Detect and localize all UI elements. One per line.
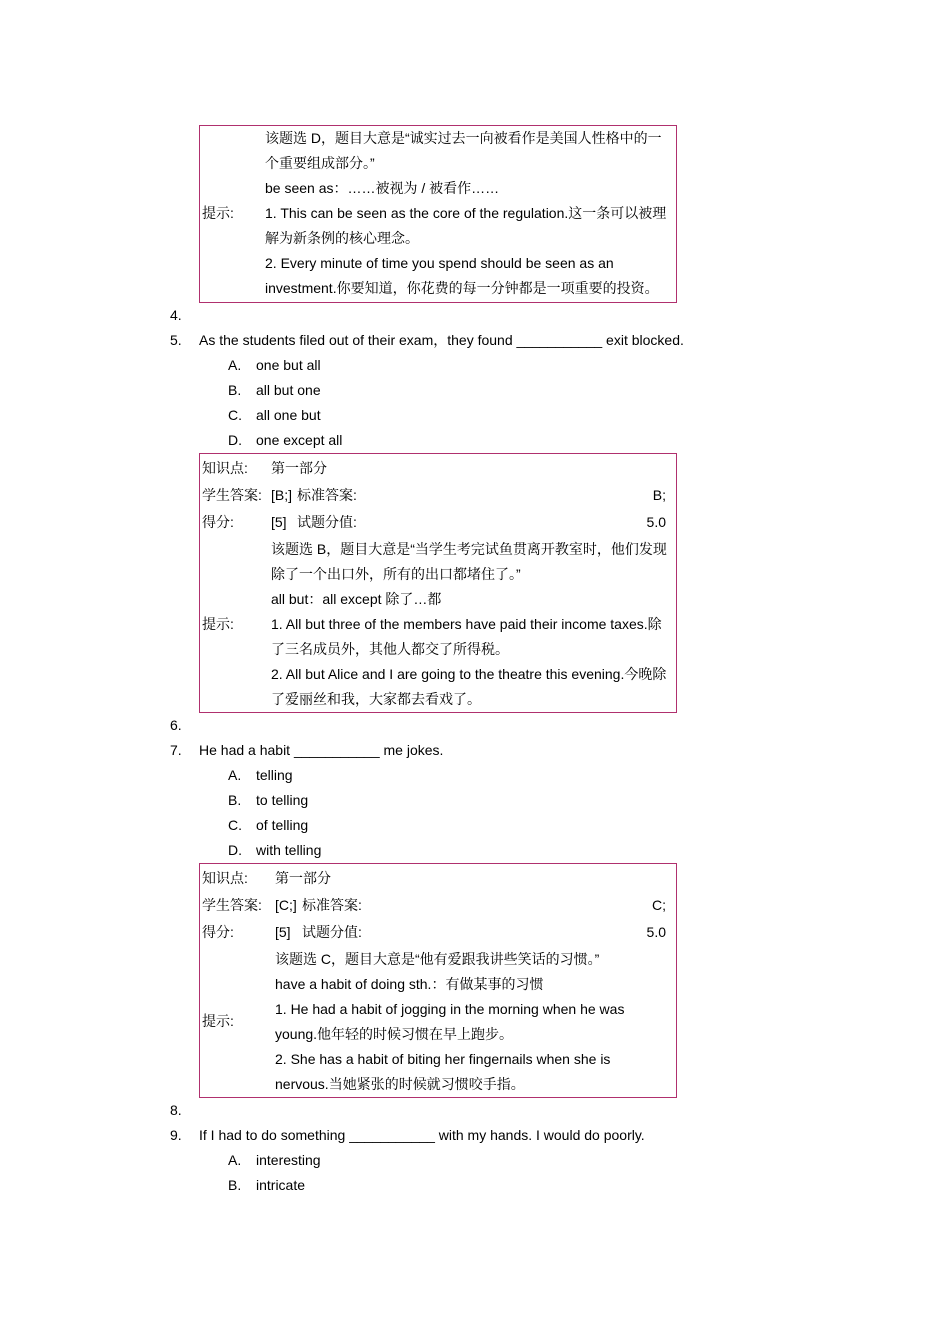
score-value: [5] <box>271 514 287 530</box>
student-answer-value: [B;] <box>271 487 293 503</box>
standard-answer-value: B; <box>652 487 666 503</box>
full-score-value: 5.0 <box>646 924 666 940</box>
hint-line: 了爱丽丝和我，大家都去看戏了。 <box>271 691 481 707</box>
knowledge-value: 第一部分 <box>271 460 327 476</box>
option-text: of telling <box>256 817 309 833</box>
option-text: intricate <box>256 1177 306 1193</box>
option-text: one except all <box>256 432 343 448</box>
hint-line: 1. This can be seen as the core of the regulation.这一条可以被理 <box>265 205 667 221</box>
option-letter: B. <box>228 792 242 808</box>
full-score-label: 试题分值: <box>297 514 357 530</box>
student-answer-label: 学生答案: <box>202 487 262 503</box>
hint-line: all but：all except 除了…都 <box>271 591 442 607</box>
option-letter: A. <box>228 1152 242 1168</box>
hint-line: 1. All but three of the members have paid their income taxes.除 <box>271 616 662 632</box>
option-text: all but one <box>256 382 321 398</box>
option-letter: C. <box>228 407 242 423</box>
option-text: all one but <box>256 407 321 423</box>
option-text: one but all <box>256 357 321 373</box>
score-label: 得分: <box>202 924 234 940</box>
option-text: telling <box>256 767 293 783</box>
hint-line: 该题选 D，题目大意是“诚实过去一向被看作是美国人性格中的一 <box>265 130 662 146</box>
question-number: 4. <box>170 307 182 323</box>
hint-line: have a habit of doing sth.：有做某事的习惯 <box>275 976 544 992</box>
hint-label: 提示: <box>202 616 234 632</box>
full-score-value: 5.0 <box>646 514 666 530</box>
option-text: with telling <box>256 842 322 858</box>
knowledge-label: 知识点: <box>202 870 248 886</box>
question-number: 9. <box>170 1127 182 1143</box>
knowledge-label: 知识点: <box>202 460 248 476</box>
knowledge-value: 第一部分 <box>275 870 331 886</box>
student-answer-value: [C;] <box>275 897 297 913</box>
hint-line: 该题选 C，题目大意是“他有爱跟我讲些笑话的习惯。” <box>275 951 600 967</box>
question-number: 6. <box>170 717 182 733</box>
hint-line: 该题选 B，题目大意是“当学生考完试鱼贯离开教室时，他们发现 <box>271 541 667 557</box>
option-text: interesting <box>256 1152 321 1168</box>
option-letter: C. <box>228 817 242 833</box>
option-letter: A. <box>228 357 242 373</box>
question-text: As the students filed out of their exam，they found ___________ exit blocked. <box>199 332 684 348</box>
option-letter: D. <box>228 842 242 858</box>
question-number: 7. <box>170 742 182 758</box>
option-letter: B. <box>228 1177 242 1193</box>
question-number: 8. <box>170 1102 182 1118</box>
hint-line: nervous.当她紧张的时候就习惯咬手指。 <box>275 1076 525 1092</box>
hint-line: be seen as：……被视为 / 被看作…… <box>265 180 500 196</box>
standard-answer-label: 标准答案: <box>302 897 362 913</box>
question-number: 5. <box>170 332 182 348</box>
standard-answer-label: 标准答案: <box>297 487 357 503</box>
hint-line: 2. Every minute of time you spend should be seen as an <box>265 255 614 271</box>
hint-line: investment.你要知道，你花费的每一分钟都是一项重要的投资。 <box>265 280 659 296</box>
score-label: 得分: <box>202 514 234 530</box>
hint-label: 提示: <box>202 205 234 221</box>
answer-box-q7 <box>199 863 677 1098</box>
answer-box-q3 <box>199 125 677 303</box>
hint-line: 个重要组成部分。” <box>265 155 375 171</box>
option-letter: A. <box>228 767 242 783</box>
hint-line: 2. All but Alice and I are going to the theatre this evening.今晚除 <box>271 666 667 682</box>
hint-line: young.他年轻的时候习惯在早上跑步。 <box>275 1026 514 1042</box>
option-letter: D. <box>228 432 242 448</box>
option-letter: B. <box>228 382 242 398</box>
standard-answer-value: C; <box>652 897 666 913</box>
full-score-label: 试题分值: <box>302 924 362 940</box>
hint-line: 1. He had a habit of jogging in the morning when he was <box>275 1001 625 1017</box>
answer-box-q5 <box>199 453 677 713</box>
score-value: [5] <box>275 924 291 940</box>
hint-line: 除了一个出口外，所有的出口都堵住了。” <box>271 566 521 582</box>
hint-line: 解为新条例的核心理念。 <box>265 230 419 246</box>
question-text: If I had to do something ___________ with my hands. I would do poorly. <box>199 1127 645 1143</box>
hint-line: 2. She has a habit of biting her fingernails when she is <box>275 1051 611 1067</box>
hint-label: 提示: <box>202 1013 234 1029</box>
question-text: He had a habit ___________ me jokes. <box>199 742 444 758</box>
option-text: to telling <box>256 792 309 808</box>
student-answer-label: 学生答案: <box>202 897 262 913</box>
hint-line: 了三名成员外，其他人都交了所得税。 <box>271 641 509 657</box>
